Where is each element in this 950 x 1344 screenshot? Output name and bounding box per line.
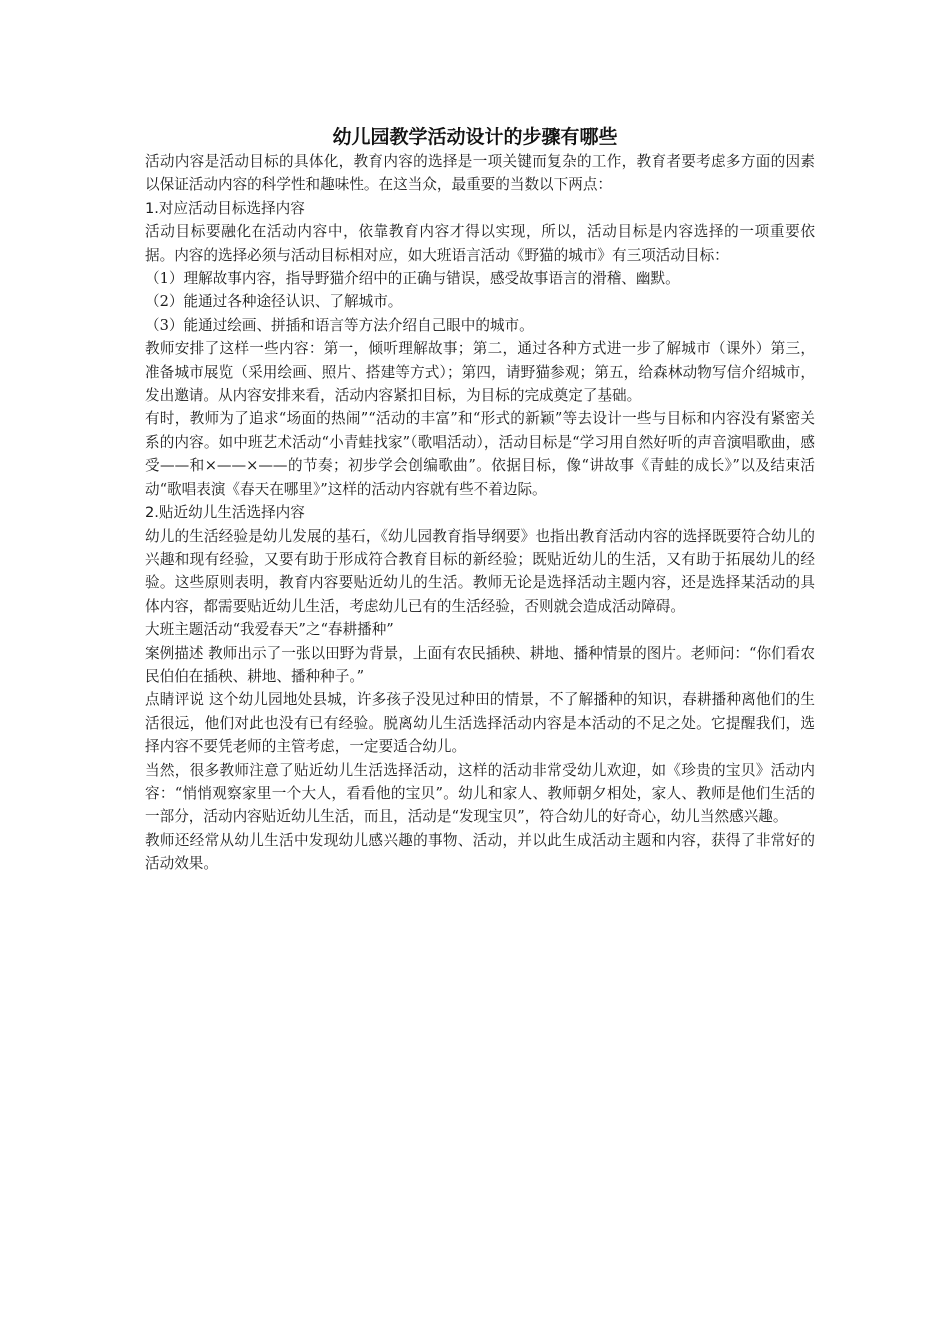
- paragraph: 案例描述 教师出示了一张以田野为背景，上面有农民插秧、耕地、播种情景的图片。老师问：“你们看农民伯伯在插秧、耕地、播种种子。”: [145, 644, 815, 685]
- list-item: （3）能通过绘画、拼插和语言等方法介绍自己眼中的城市。: [145, 316, 534, 334]
- list-item: （1）理解故事内容，指导野猫介绍中的正确与错误，感受故事语言的滑稽、幽默。: [145, 270, 680, 288]
- paragraph: 活动目标要融化在活动内容中，依靠教育内容才得以实现，所以，活动目标是内容选择的一项重要依据。内容的选择必须与活动目标相对应，如大班语言活动《野猫的城市》有三项活动目标：: [145, 223, 815, 264]
- paragraph: 当然，很多教师注意了贴近幼儿生活选择活动，这样的活动非常受幼儿欢迎，如《珍贵的宝贝》活动内容：“悄悄观察家里一个大人，看看他的宝贝”。幼儿和家人、教师朝夕相处，家人、教师是他们生活的一部分，活动内容贴近幼儿生活，而且，活动是“发现宝贝”，符合幼儿的好奇心，幼儿当然感兴趣。: [145, 761, 815, 826]
- paragraph: 点睛评说 这个幼儿园地处县城，许多孩子没见过种田的情景，不了解播种的知识，春耕播种离他们的生活很远，他们对此也没有已有经验。脱离幼儿生活选择活动内容是本活动的不足之处。它提醒我们，选择内容不要凭老师的主管考虑，一定要适合幼儿。: [145, 691, 815, 756]
- paragraph: 教师还经常从幼儿生活中发现幼儿感兴趣的事物、活动，并以此生成活动主题和内容，获得了非常好的活动效果。: [145, 831, 815, 873]
- paragraph-intro: 活动内容是活动目标的具体化，教育内容的选择是一项关键而复杂的工作，教育者要考虑多方面的因素以保证活动内容的科学性和趣味性。在这当众，最重要的当数以下两点：: [145, 153, 815, 194]
- paragraph: 教师安排了这样一些内容：第一，倾听理解故事；第二，通过各种方式进一步了解城市（课外）第三，准备城市展览（采用绘画、照片、搭建等方式）；第四，请野猫参观；第五，给森林动物写信介绍城市，发出邀请。从内容安排来看，活动内容紧扣目标，为目标的完成奠定了基础。: [145, 340, 815, 405]
- section-heading-2: 2.贴近幼儿生活选择内容: [145, 504, 305, 522]
- case-title: 大班主题活动“我爱春天”之“春耕播种”: [145, 621, 394, 639]
- page-title: 幼儿园教学活动设计的步骤有哪些: [332, 126, 618, 148]
- document-body: [145, 150, 815, 876]
- list-item: （2）能通过各种途径认识、了解城市。: [145, 293, 403, 311]
- paragraph: 有时，教师为了追求“场面的热闹”“活动的丰富”和“形式的新颖”等去设计一些与目标和内容没有紧密关系的内容。如中班艺术活动“小青蛙找家”（歌唱活动），活动目标是“学习用自然好听的声音演唱歌曲，感受——和×——×——的节奏；初步学会创编歌曲”。依据目标，像“讲故事《青蛙的成长》”以及结束活动“歌唱表演《春天在哪里》”这样的活动内容就有些不着边际。: [145, 410, 815, 498]
- section-heading-1: 1.对应活动目标选择内容: [145, 199, 305, 217]
- paragraph: 幼儿的生活经验是幼儿发展的基石，《幼儿园教育指导纲要》也指出教育活动内容的选择既要符合幼儿的兴趣和现有经验，又要有助于形成符合教育目标的新经验；既贴近幼儿的生活，又有助于拓展幼儿的经验。这些原则表明，教育内容要贴近幼儿的生活。教师无论是选择活动主题内容，还是选择某活动的具体内容，都需要贴近幼儿生活，考虑幼儿已有的生活经验，否则就会造成活动障碍。: [145, 527, 815, 615]
